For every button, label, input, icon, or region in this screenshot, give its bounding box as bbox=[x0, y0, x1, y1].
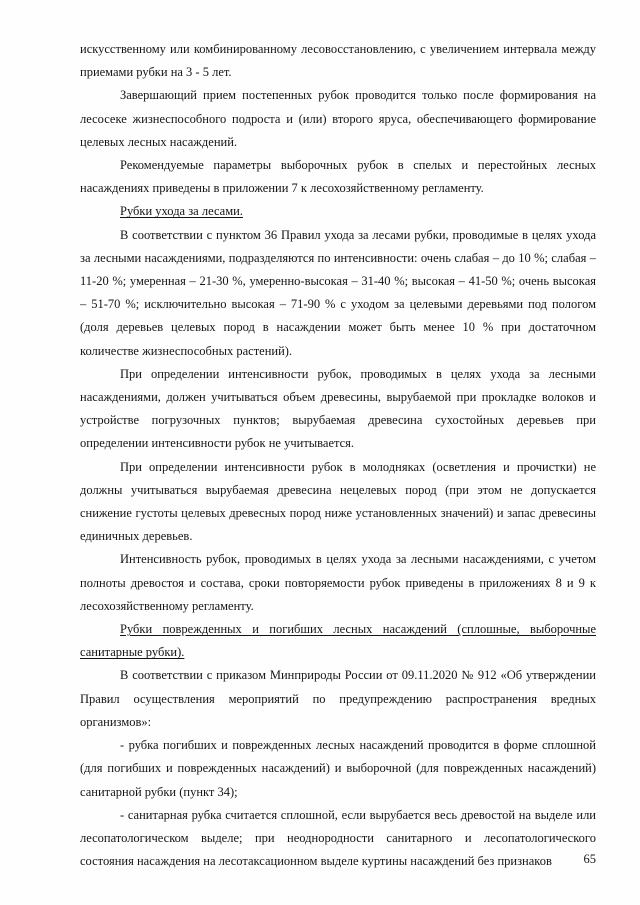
paragraph-12: - санитарная рубка считается сплошной, если вырубается весь древостой на выделе или лесопатологическом выделе; при неоднородности санитарного и лесопатологического состояния насаждения на лесотаксационном выделе куртины насаждений без признаков bbox=[80, 807, 596, 869]
paragraph-8: Интенсивность рубок, проводимых в целях ухода за лесными насаждениями, с учетом полноты древостоя и состава, сроки повторяемости рубок приведены в приложениях 8 и 9 к лесохозяйственному регламенту. bbox=[80, 552, 596, 613]
section-heading-sanitary-text: Рубки поврежденных и погибших лесных насаждений (сплошные, выборочные санитарные рубки). bbox=[80, 622, 596, 660]
page-body bbox=[80, 38, 596, 873]
paragraph-11: - рубка погибших и поврежденных лесных насаждений проводится в форме сплошной (для погибших и поврежденных насаждений) и выборочной (для поврежденных насаждений) санитарной рубки (пункт 34); bbox=[80, 738, 596, 799]
paragraph-10: В соответствии с приказом Минприроды России от 09.11.2020 № 912 «Об утверждении Правил осуществления мероприятий по предупреждению распространения вредных организмов»: bbox=[80, 668, 596, 729]
paragraph-1: искусственному или комбинированному лесовосстановлению, с увеличением интервала между приемами рубки на 3 - 5 лет. bbox=[80, 42, 596, 80]
section-heading-thinning bbox=[80, 200, 596, 223]
page-number: 65 bbox=[583, 852, 596, 866]
paragraph-5: В соответствии с пунктом 36 Правил ухода за лесами рубки, проводимые в целях ухода за лесными насаждениями, подразделяются по интенсивности: очень слабая – до 10 %; слабая – 11-20 %; умеренная – 21-30 %, умеренно-высокая – 31-40 %; высокая – 41-50 %; очень высокая – 51-70 %; исключительно высокая – 71-90 % с уходом за целевыми деревьями под пологом (доля деревьев целевых пород в насаждении может быть менее 10 % при достаточном количестве жизнеспособных растений). bbox=[80, 227, 596, 358]
paragraph-6: При определении интенсивности рубок, проводимых в целях ухода за лесными насаждениями, должен учитываться объем древесины, вырубаемой при прокладке волоков и устройстве погрузочных пунктов; вырубаемая древесина сухостойных деревьев при определении интенсивности рубок не учитывается. bbox=[80, 366, 596, 451]
paragraph-3: Рекомендуемые параметры выборочных рубок в спелых и перестойных лесных насаждениях приведены в приложении 7 к лесохозяйственному регламенту. bbox=[80, 158, 596, 196]
paragraph-2: Завершающий прием постепенных рубок проводится только после формирования на лесосеке жизнеспособного подроста и (или) второго яруса, обеспечивающего формирование целевых лесных насаждений. bbox=[80, 88, 596, 149]
paragraph-7: При определении интенсивности рубок в молодняках (осветления и прочистки) не должны учитываться вырубаемая древесина нецелевых пород (при этом не допускается снижение густоты целевых древесных пород ниже установленных значений) и запас древесины единичных деревьев. bbox=[80, 459, 596, 544]
section-heading-sanitary bbox=[80, 618, 596, 664]
section-heading-thinning-text: Рубки ухода за лесами. bbox=[120, 204, 243, 219]
